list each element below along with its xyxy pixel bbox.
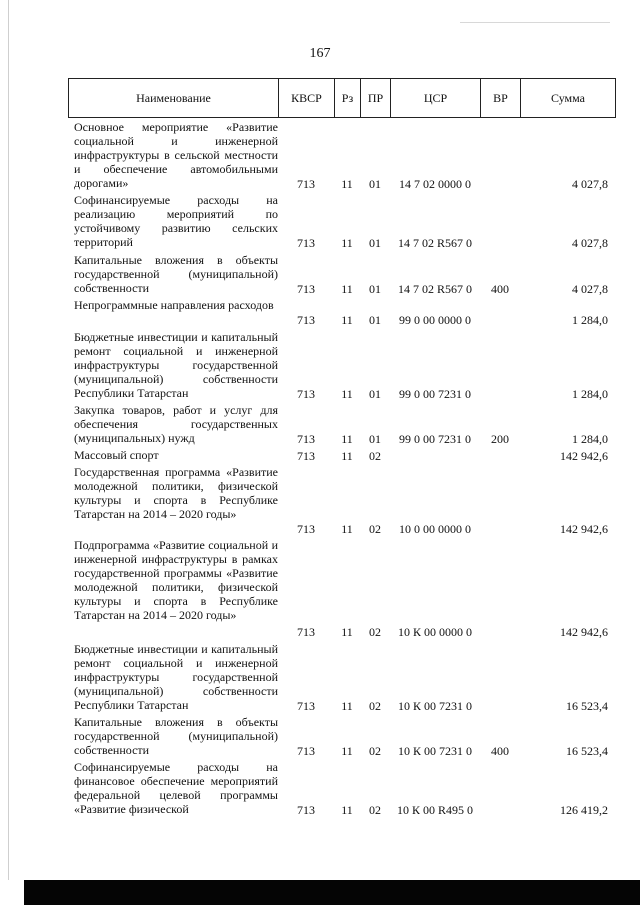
- row-rz: 11: [341, 432, 353, 446]
- row-sum: 126 419,2: [560, 803, 608, 817]
- row-kvsr: 713: [297, 387, 315, 401]
- table-row: [68, 538, 616, 639]
- row-sum: 16 523,4: [566, 744, 608, 758]
- row-sum: 142 942,6: [560, 449, 608, 463]
- row-pr: 02: [369, 699, 381, 713]
- row-name: Софинансируемые расходы на финансовое обеспечение мероприятий федеральной целевой программы «Развитие физической: [74, 760, 278, 816]
- row-kvsr: 713: [297, 803, 315, 817]
- col-header-csr: ЦСР: [391, 79, 481, 117]
- col-header-vr: ВР: [481, 79, 521, 117]
- row-kvsr: 713: [297, 699, 315, 713]
- row-kvsr: 713: [297, 625, 315, 639]
- col-header-pr: ПР: [361, 79, 391, 117]
- row-kvsr: 713: [297, 449, 315, 463]
- table-row: [68, 298, 616, 327]
- row-sum: 142 942,6: [560, 522, 608, 536]
- row-sum: 16 523,4: [566, 699, 608, 713]
- row-name: Капитальные вложения в объекты государственной (муниципальной) собственности: [74, 715, 278, 757]
- row-pr: 01: [369, 177, 381, 191]
- row-sum: 142 942,6: [560, 625, 608, 639]
- row-pr: 02: [369, 522, 381, 536]
- row-csr: 14 7 02 R567 0: [397, 236, 472, 250]
- table-header: [68, 78, 616, 118]
- row-name: Государственная программа «Развитие молодежной политики, физической культуры и спорта в Республике Татарстан на 2014 – 2020 годы»: [74, 465, 278, 521]
- col-header-rz: Рз: [335, 79, 361, 117]
- row-sum: 1 284,0: [572, 313, 608, 327]
- row-kvsr: 713: [297, 744, 315, 758]
- scan-mark-line: [460, 22, 610, 23]
- row-pr: 02: [369, 449, 381, 463]
- row-sum: 1 284,0: [572, 387, 608, 401]
- row-rz: 11: [341, 803, 353, 817]
- page-number: 167: [309, 46, 331, 61]
- row-csr: 10 0 00 0000 0: [399, 522, 471, 536]
- row-name: Закупка товаров, работ и услуг для обеспечения государственных (муниципальных) нужд: [74, 403, 278, 445]
- row-name: Массовый спорт: [74, 448, 159, 462]
- row-rz: 11: [341, 313, 353, 327]
- table-row: [68, 715, 616, 758]
- row-kvsr: 713: [297, 236, 315, 250]
- row-pr: 02: [369, 625, 381, 639]
- table-row: [68, 448, 616, 463]
- table-row: [68, 193, 616, 250]
- row-kvsr: 713: [297, 313, 315, 327]
- row-vr: 200: [491, 432, 509, 446]
- table-row: [68, 120, 616, 191]
- row-kvsr: 713: [297, 282, 315, 296]
- row-vr: 400: [491, 282, 509, 296]
- row-pr: 01: [369, 282, 381, 296]
- row-pr: 01: [369, 236, 381, 250]
- row-csr: 10 К 00 R495 0: [396, 803, 473, 817]
- col-header-name: Наименование: [69, 79, 279, 117]
- row-pr: 02: [369, 803, 381, 817]
- table-row: [68, 253, 616, 296]
- row-csr: 10 К 00 7231 0: [397, 744, 472, 758]
- row-pr: 01: [369, 432, 381, 446]
- row-sum: 4 027,8: [572, 282, 608, 296]
- row-sum: 1 284,0: [572, 432, 608, 446]
- row-csr: 14 7 02 0000 0: [399, 177, 471, 191]
- row-name: Софинансируемые расходы на реализацию мероприятий по устойчивому развитию сельских территорий: [74, 193, 278, 249]
- row-rz: 11: [341, 387, 353, 401]
- row-name: Бюджетные инвестиции и капитальный ремонт социальной и инженерной инфраструктуры государственной (муниципальной) собственности Республики Татарстан: [74, 642, 278, 712]
- table-row: [68, 465, 616, 536]
- col-header-kvsr: КВСР: [279, 79, 335, 117]
- row-name: Подпрограмма «Развитие социальной и инженерной инфраструктуры в рамках государственной программы «Развитие молодежной политики, физической культуры и спорта в Республике Татарстан на 2014 – 2020 годы»: [74, 538, 278, 622]
- row-pr: 01: [369, 387, 381, 401]
- row-name: Непрограммные направления расходов: [74, 298, 274, 312]
- row-csr: 99 0 00 7231 0: [399, 432, 471, 446]
- row-csr: 99 0 00 7231 0: [399, 387, 471, 401]
- row-name: Капитальные вложения в объекты государственной (муниципальной) собственности: [74, 253, 278, 295]
- col-header-sum: Сумма: [551, 90, 585, 105]
- row-sum: 4 027,8: [572, 177, 608, 191]
- table-row: [68, 330, 616, 401]
- row-rz: 11: [341, 282, 353, 296]
- row-rz: 11: [341, 449, 353, 463]
- table-row: [68, 642, 616, 713]
- row-sum: 4 027,8: [572, 236, 608, 250]
- row-pr: 02: [369, 744, 381, 758]
- row-rz: 11: [341, 625, 353, 639]
- row-csr: 10 К 00 7231 0: [397, 699, 472, 713]
- row-vr: 400: [491, 744, 509, 758]
- table-row: [68, 403, 616, 446]
- row-rz: 11: [341, 236, 353, 250]
- table-row: [68, 760, 616, 817]
- row-rz: 11: [341, 522, 353, 536]
- row-pr: 01: [369, 313, 381, 327]
- row-rz: 11: [341, 699, 353, 713]
- row-csr: 14 7 02 R567 0: [397, 282, 472, 296]
- row-rz: 11: [341, 744, 353, 758]
- row-csr: 99 0 00 0000 0: [399, 313, 471, 327]
- row-name: Бюджетные инвестиции и капитальный ремонт социальной и инженерной инфраструктуры государственной (муниципальной) собственности Республики Татарстан: [74, 330, 278, 400]
- row-kvsr: 713: [297, 432, 315, 446]
- row-kvsr: 713: [297, 522, 315, 536]
- row-name: Основное мероприятие «Развитие социальной и инженерной инфраструктуры в сельской местности и обеспечение автомобильными дорогами»: [74, 120, 278, 190]
- scan-edge-line: [8, 0, 9, 880]
- scan-bottom-edge: [24, 880, 640, 905]
- row-csr: 10 К 00 0000 0: [397, 625, 472, 639]
- row-kvsr: 713: [297, 177, 315, 191]
- row-rz: 11: [341, 177, 353, 191]
